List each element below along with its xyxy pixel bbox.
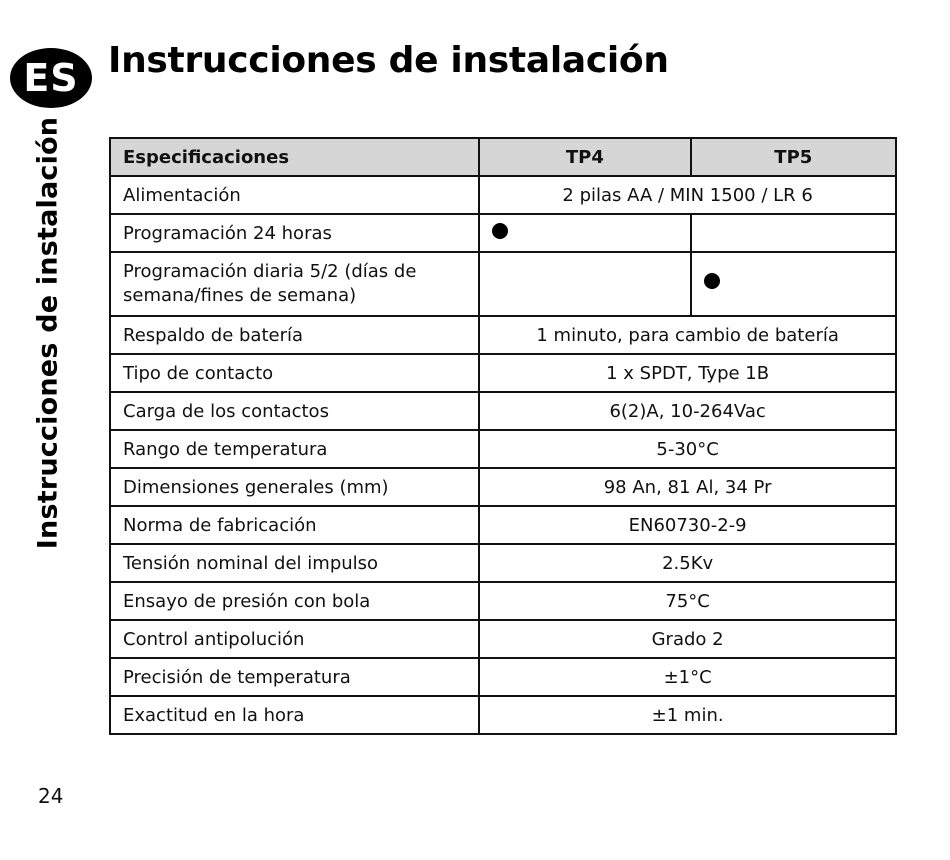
row-value: 6(2)A, 10-264Vac xyxy=(479,392,896,430)
row-label: Tipo de contacto xyxy=(110,354,479,392)
row-value: 2.5Kv xyxy=(479,544,896,582)
bullet-dot-icon xyxy=(492,223,508,239)
row-value: 1 x SPDT, Type 1B xyxy=(479,354,896,392)
table-row xyxy=(110,620,896,658)
table-row xyxy=(110,252,896,316)
row-label: Norma de fabricación xyxy=(110,506,479,544)
bullet-dot-icon xyxy=(704,273,720,289)
page-number: 24 xyxy=(38,784,64,808)
row-value: 1 minuto, para cambio de batería xyxy=(479,316,896,354)
page-title: Instrucciones de instalación xyxy=(108,40,669,81)
table-row xyxy=(110,468,896,506)
row-value: 2 pilas AA / MIN 1500 / LR 6 xyxy=(479,176,896,214)
tp4-cell xyxy=(479,214,690,252)
row-value: ±1 min. xyxy=(479,696,896,734)
row-label: Control antipolución xyxy=(110,620,479,658)
row-label: Dimensiones generales (mm) xyxy=(110,468,479,506)
row-label: Precisión de temperatura xyxy=(110,658,479,696)
tp5-cell xyxy=(691,214,896,252)
row-label: Alimentación xyxy=(110,176,479,214)
table-row xyxy=(110,658,896,696)
table-row xyxy=(110,430,896,468)
row-value: 98 An, 81 Al, 34 Pr xyxy=(479,468,896,506)
row-value: 5-30°C xyxy=(479,430,896,468)
row-label: Programación 24 horas xyxy=(110,214,479,252)
table-header-row xyxy=(110,138,896,176)
table-row xyxy=(110,176,896,214)
header-tp4: TP4 xyxy=(479,138,690,176)
table-row xyxy=(110,582,896,620)
row-label: Ensayo de presión con bola xyxy=(110,582,479,620)
table-row xyxy=(110,392,896,430)
header-tp5: TP5 xyxy=(691,138,896,176)
row-value: Grado 2 xyxy=(479,620,896,658)
side-title: Instrucciones de instalación xyxy=(32,116,64,550)
language-badge: ES xyxy=(10,48,92,108)
table-row xyxy=(110,214,896,252)
row-label: Rango de temperatura xyxy=(110,430,479,468)
row-label: Tensión nominal del impulso xyxy=(110,544,479,582)
table-row xyxy=(110,506,896,544)
tp5-cell xyxy=(691,252,896,316)
row-label: Carga de los contactos xyxy=(110,392,479,430)
row-label: Respaldo de batería xyxy=(110,316,479,354)
row-label: Programación diaria 5/2 (días de semana/fines de semana) xyxy=(110,252,479,316)
row-label: Exactitud en la hora xyxy=(110,696,479,734)
row-value: ±1°C xyxy=(479,658,896,696)
table-row xyxy=(110,354,896,392)
table-row xyxy=(110,696,896,734)
header-specificaciones: Especificaciones xyxy=(110,138,479,176)
tp4-cell xyxy=(479,252,690,316)
table-row xyxy=(110,544,896,582)
specifications-table xyxy=(109,137,897,735)
row-value: EN60730-2-9 xyxy=(479,506,896,544)
table-row xyxy=(110,316,896,354)
row-value: 75°C xyxy=(479,582,896,620)
